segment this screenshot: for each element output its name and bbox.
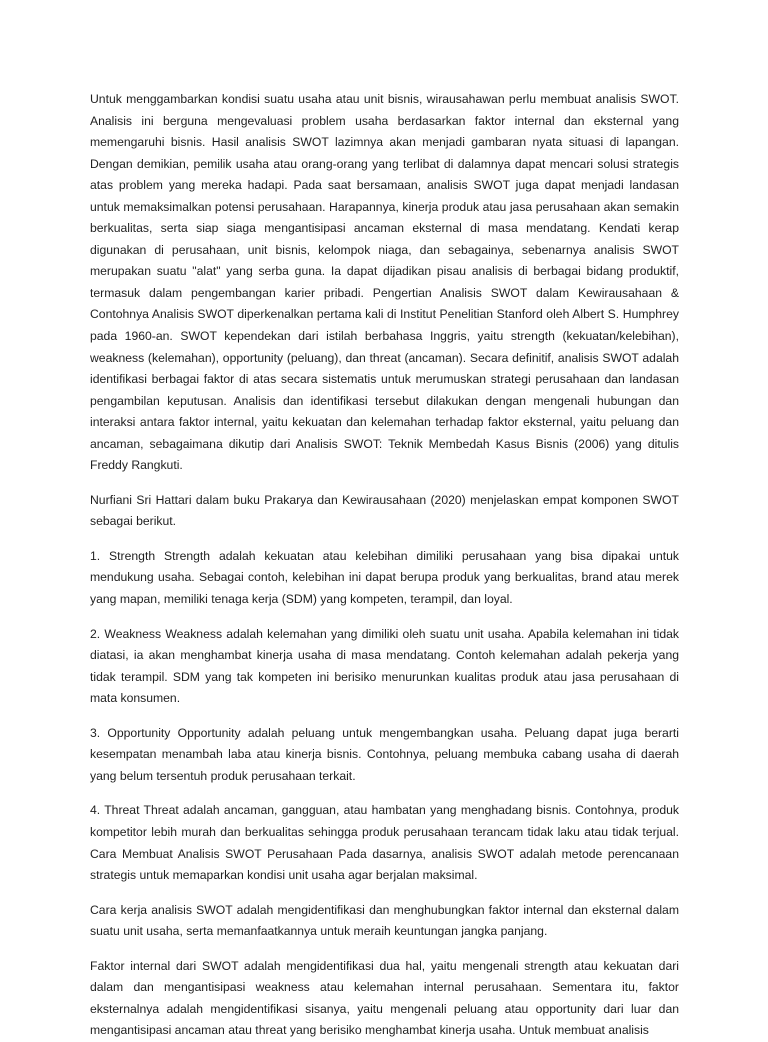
paragraph-how-it-works: Cara kerja analisis SWOT adalah mengidentifikasi dan menghubungkan faktor internal dan eksternal dalam suatu unit usaha, serta memanfaatkannya untuk meraih keuntungan jangka panjang.	[90, 902, 679, 939]
paragraph-strength: 1. Strength Strength adalah kekuatan atau kelebihan dimiliki perusahaan yang bisa dipakai untuk mendukung usaha. Sebagai contoh, kelebihan ini dapat berupa produk yang berkualitas, brand atau merek yang mapan, memiliki tenaga kerja (SDM) yang kompeten, terampil, dan loyal.	[90, 548, 679, 607]
paragraph-components-intro: Nurfiani Sri Hattari dalam buku Prakarya dan Kewirausahaan (2020) menjelaskan empat komponen SWOT sebagai berikut.	[90, 492, 679, 529]
document-page	[90, 89, 679, 1038]
paragraph-weakness: 2. Weakness Weakness adalah kelemahan yang dimiliki oleh suatu unit usaha. Apabila kelemahan ini tidak diatasi, ia akan menghambat kinerja usaha di masa mendatang. Contoh kelemahan adalah pekerja yang tidak terampil. SDM yang tak kompeten ini berisiko menurunkan kualitas produk atau jasa perusahaan di mata konsumen.	[90, 626, 679, 706]
paragraph-intro: Untuk menggambarkan kondisi suatu usaha atau unit bisnis, wirausahawan perlu membuat analisis SWOT. Analisis ini berguna mengevaluasi problem usaha berdasarkan faktor internal dan eksternal yang memengaruhi bisnis. Hasil analisis SWOT lazimnya akan menjadi gambaran nyata situasi di lapangan. Dengan demikian, pemilik usaha atau orang-orang yang terlibat di dalamnya dapat mencari solusi strategis atas problem yang mereka hadapi. Pada saat bersamaan, analisis SWOT juga dapat menjadi landasan untuk memaksimalkan potensi perusahaan. Harapannya, kinerja produk atau jasa perusahaan akan semakin berkualitas, serta siap siaga mengantisipasi ancaman eksternal di masa mendatang. Kendati kerap digunakan di perusahaan, unit bisnis, kelompok niaga, dan sebagainya, sebenarnya analisis SWOT merupakan suatu "alat" yang serba guna. Ia dapat dijadikan pisau analisis di berbagai bidang produktif, termasuk dalam pengembangan karier pribadi. Pengertian Analisis SWOT dalam Kewirausahaan & Contohnya Analisis SWOT diperkenalkan pertama kali di Institut Penelitian Stanford oleh Albert S. Humphrey pada 1960-an. SWOT kependekan dari istilah berbahasa Inggris, yaitu strength (kekuatan/kelebihan), weakness (kelemahan), opportunity (peluang), dan threat (ancaman). Secara definitif, analisis SWOT adalah identifikasi berbagai faktor di atas secara sistematis untuk merumuskan strategi perusahaan dan landasan pengambilan keputusan. Analisis dan identifikasi tersebut dilakukan dengan mengenali hubungan dan interaksi antara faktor internal, yaitu kekuatan dan kelemahan terhadap faktor eksternal, yaitu peluang dan ancaman, sebagaimana dikutip dari Analisis SWOT: Teknik Membedah Kasus Bisnis (2006) yang ditulis Freddy Rangkuti.	[90, 92, 679, 473]
paragraph-internal-external: Faktor internal dari SWOT adalah mengidentifikasi dua hal, yaitu mengenali strength atau kekuatan dari dalam dan mengantisipasi weakness atau kelemahan internal perusahaan. Sementara itu, faktor eksternalnya adalah mengidentifikasi sisanya, yaitu mengenali peluang atau opportunity dari luar dan mengantisipasi ancaman atau threat yang berisiko menghambat kinerja usaha. Untuk membuat analisis	[90, 958, 679, 1038]
paragraph-threat: 4. Threat Threat adalah ancaman, gangguan, atau hambatan yang menghadang bisnis. Contohnya, produk kompetitor lebih murah dan berkualitas sehingga produk perusahaan terancam tidak laku atau tidak terjual. Cara Membuat Analisis SWOT Perusahaan Pada dasarnya, analisis SWOT adalah metode perencanaan strategis untuk memaparkan kondisi unit usaha agar berjalan maksimal.	[90, 803, 679, 883]
paragraph-opportunity: 3. Opportunity Opportunity adalah peluang untuk mengembangkan usaha. Peluang dapat juga berarti kesempatan menambah laba atau kinerja bisnis. Contohnya, peluang membuka cabang usaha di daerah yang belum tersentuh produk perusahaan terkait.	[90, 725, 679, 783]
